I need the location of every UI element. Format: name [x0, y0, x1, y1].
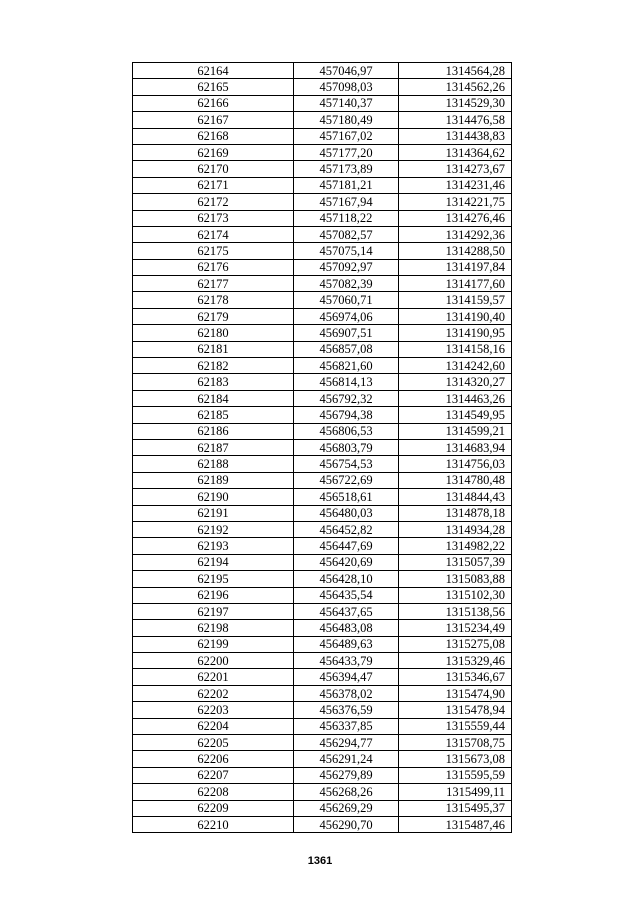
coordinates-table	[132, 62, 512, 833]
y-coordinate-cell: 1314476,58	[399, 112, 512, 128]
point-id-cell: 62166	[133, 95, 294, 111]
point-id-cell: 62201	[133, 669, 294, 685]
table-row	[133, 194, 512, 210]
y-coordinate-cell: 1315487,46	[399, 816, 512, 832]
point-id-cell: 62200	[133, 653, 294, 669]
x-coordinate-cell: 456294,77	[294, 735, 399, 751]
y-coordinate-cell: 1315083,88	[399, 571, 512, 587]
table-row	[133, 587, 512, 603]
x-coordinate-cell: 456428,10	[294, 571, 399, 587]
point-id-cell: 62199	[133, 636, 294, 652]
y-coordinate-cell: 1314529,30	[399, 95, 512, 111]
x-coordinate-cell: 456489,63	[294, 636, 399, 652]
y-coordinate-cell: 1315499,11	[399, 784, 512, 800]
y-coordinate-cell: 1315595,59	[399, 767, 512, 783]
point-id-cell: 62180	[133, 325, 294, 341]
table-row	[133, 784, 512, 800]
point-id-cell: 62186	[133, 423, 294, 439]
point-id-cell: 62192	[133, 521, 294, 537]
x-coordinate-cell: 456814,13	[294, 374, 399, 390]
y-coordinate-cell: 1314564,28	[399, 63, 512, 79]
x-coordinate-cell: 457167,94	[294, 194, 399, 210]
table-row	[133, 112, 512, 128]
table-row	[133, 161, 512, 177]
x-coordinate-cell: 457177,20	[294, 144, 399, 160]
point-id-cell: 62173	[133, 210, 294, 226]
x-coordinate-cell: 456722,69	[294, 472, 399, 488]
x-coordinate-cell: 456268,26	[294, 784, 399, 800]
y-coordinate-cell: 1315559,44	[399, 718, 512, 734]
table-row	[133, 210, 512, 226]
x-coordinate-cell: 457092,97	[294, 259, 399, 275]
table-row	[133, 603, 512, 619]
table-row	[133, 800, 512, 816]
table-row	[133, 653, 512, 669]
point-id-cell: 62182	[133, 358, 294, 374]
table-row	[133, 79, 512, 95]
table-row	[133, 325, 512, 341]
table-row	[133, 276, 512, 292]
table-row	[133, 521, 512, 537]
table-row	[133, 390, 512, 406]
table-row	[133, 538, 512, 554]
table-row	[133, 63, 512, 79]
y-coordinate-cell: 1314320,27	[399, 374, 512, 390]
point-id-cell: 62194	[133, 554, 294, 570]
y-coordinate-cell: 1315474,90	[399, 685, 512, 701]
x-coordinate-cell: 456437,65	[294, 603, 399, 619]
x-coordinate-cell: 457060,71	[294, 292, 399, 308]
y-coordinate-cell: 1314844,43	[399, 489, 512, 505]
point-id-cell: 62208	[133, 784, 294, 800]
y-coordinate-cell: 1314190,95	[399, 325, 512, 341]
point-id-cell: 62176	[133, 259, 294, 275]
point-id-cell: 62170	[133, 161, 294, 177]
x-coordinate-cell: 457082,57	[294, 226, 399, 242]
point-id-cell: 62177	[133, 276, 294, 292]
y-coordinate-cell: 1314197,84	[399, 259, 512, 275]
point-id-cell: 62207	[133, 767, 294, 783]
point-id-cell: 62174	[133, 226, 294, 242]
point-id-cell: 62198	[133, 620, 294, 636]
point-id-cell: 62196	[133, 587, 294, 603]
y-coordinate-cell: 1314878,18	[399, 505, 512, 521]
y-coordinate-cell: 1314221,75	[399, 194, 512, 210]
table-row	[133, 571, 512, 587]
y-coordinate-cell: 1314177,60	[399, 276, 512, 292]
table-row	[133, 472, 512, 488]
y-coordinate-cell: 1314438,83	[399, 128, 512, 144]
table-row	[133, 243, 512, 259]
table-row	[133, 308, 512, 324]
table-row	[133, 735, 512, 751]
table-row	[133, 177, 512, 193]
point-id-cell: 62179	[133, 308, 294, 324]
point-id-cell: 62171	[133, 177, 294, 193]
x-coordinate-cell: 457098,03	[294, 79, 399, 95]
point-id-cell: 62195	[133, 571, 294, 587]
point-id-cell: 62189	[133, 472, 294, 488]
x-coordinate-cell: 456378,02	[294, 685, 399, 701]
point-id-cell: 62193	[133, 538, 294, 554]
point-id-cell: 62188	[133, 456, 294, 472]
x-coordinate-cell: 456279,89	[294, 767, 399, 783]
x-coordinate-cell: 456792,32	[294, 390, 399, 406]
y-coordinate-cell: 1315329,46	[399, 653, 512, 669]
point-id-cell: 62202	[133, 685, 294, 701]
point-id-cell: 62184	[133, 390, 294, 406]
y-coordinate-cell: 1315057,39	[399, 554, 512, 570]
y-coordinate-cell: 1315234,49	[399, 620, 512, 636]
table-row	[133, 407, 512, 423]
x-coordinate-cell: 457180,49	[294, 112, 399, 128]
table-row	[133, 669, 512, 685]
point-id-cell: 62168	[133, 128, 294, 144]
x-coordinate-cell: 456974,06	[294, 308, 399, 324]
x-coordinate-cell: 456269,29	[294, 800, 399, 816]
y-coordinate-cell: 1314364,62	[399, 144, 512, 160]
point-id-cell: 62165	[133, 79, 294, 95]
x-coordinate-cell: 457075,14	[294, 243, 399, 259]
table-row	[133, 358, 512, 374]
y-coordinate-cell: 1314463,26	[399, 390, 512, 406]
x-coordinate-cell: 456518,61	[294, 489, 399, 505]
x-coordinate-cell: 457181,21	[294, 177, 399, 193]
x-coordinate-cell: 456337,85	[294, 718, 399, 734]
y-coordinate-cell: 1315673,08	[399, 751, 512, 767]
x-coordinate-cell: 457082,39	[294, 276, 399, 292]
y-coordinate-cell: 1314159,57	[399, 292, 512, 308]
table-row	[133, 292, 512, 308]
table-row	[133, 816, 512, 832]
table-row	[133, 95, 512, 111]
table-row	[133, 702, 512, 718]
x-coordinate-cell: 456907,51	[294, 325, 399, 341]
table-row	[133, 456, 512, 472]
point-id-cell: 62185	[133, 407, 294, 423]
x-coordinate-cell: 457046,97	[294, 63, 399, 79]
y-coordinate-cell: 1314982,22	[399, 538, 512, 554]
table-row	[133, 751, 512, 767]
x-coordinate-cell: 456420,69	[294, 554, 399, 570]
x-coordinate-cell: 456821,60	[294, 358, 399, 374]
x-coordinate-cell: 456480,03	[294, 505, 399, 521]
y-coordinate-cell: 1314780,48	[399, 472, 512, 488]
point-id-cell: 62191	[133, 505, 294, 521]
y-coordinate-cell: 1314288,50	[399, 243, 512, 259]
point-id-cell: 62175	[133, 243, 294, 259]
x-coordinate-cell: 456435,54	[294, 587, 399, 603]
x-coordinate-cell: 456447,69	[294, 538, 399, 554]
x-coordinate-cell: 456433,79	[294, 653, 399, 669]
y-coordinate-cell: 1315138,56	[399, 603, 512, 619]
point-id-cell: 62164	[133, 63, 294, 79]
table-row	[133, 226, 512, 242]
y-coordinate-cell: 1314231,46	[399, 177, 512, 193]
x-coordinate-cell: 456806,53	[294, 423, 399, 439]
table-row	[133, 718, 512, 734]
y-coordinate-cell: 1314276,46	[399, 210, 512, 226]
y-coordinate-cell: 1315478,94	[399, 702, 512, 718]
table-row	[133, 554, 512, 570]
table-row	[133, 439, 512, 455]
table-row	[133, 620, 512, 636]
x-coordinate-cell: 456291,24	[294, 751, 399, 767]
y-coordinate-cell: 1314273,67	[399, 161, 512, 177]
table-row	[133, 685, 512, 701]
coordinates-table-body	[133, 63, 512, 833]
point-id-cell: 62210	[133, 816, 294, 832]
x-coordinate-cell: 456483,08	[294, 620, 399, 636]
table-row	[133, 374, 512, 390]
x-coordinate-cell: 456803,79	[294, 439, 399, 455]
x-coordinate-cell: 456452,82	[294, 521, 399, 537]
x-coordinate-cell: 457140,37	[294, 95, 399, 111]
point-id-cell: 62204	[133, 718, 294, 734]
y-coordinate-cell: 1315708,75	[399, 735, 512, 751]
page-number: 1361	[307, 855, 333, 867]
y-coordinate-cell: 1314190,40	[399, 308, 512, 324]
y-coordinate-cell: 1314756,03	[399, 456, 512, 472]
point-id-cell: 62187	[133, 439, 294, 455]
x-coordinate-cell: 456857,08	[294, 341, 399, 357]
x-coordinate-cell: 457173,89	[294, 161, 399, 177]
x-coordinate-cell: 457167,02	[294, 128, 399, 144]
y-coordinate-cell: 1314934,28	[399, 521, 512, 537]
table-row	[133, 144, 512, 160]
x-coordinate-cell: 456376,59	[294, 702, 399, 718]
y-coordinate-cell: 1315346,67	[399, 669, 512, 685]
y-coordinate-cell: 1314158,16	[399, 341, 512, 357]
x-coordinate-cell: 456794,38	[294, 407, 399, 423]
point-id-cell: 62205	[133, 735, 294, 751]
x-coordinate-cell: 457118,22	[294, 210, 399, 226]
table-row	[133, 128, 512, 144]
point-id-cell: 62183	[133, 374, 294, 390]
table-row	[133, 423, 512, 439]
y-coordinate-cell: 1314683,94	[399, 439, 512, 455]
y-coordinate-cell: 1315102,30	[399, 587, 512, 603]
point-id-cell: 62181	[133, 341, 294, 357]
point-id-cell: 62178	[133, 292, 294, 308]
table-row	[133, 767, 512, 783]
y-coordinate-cell: 1315495,37	[399, 800, 512, 816]
point-id-cell: 62206	[133, 751, 294, 767]
point-id-cell: 62169	[133, 144, 294, 160]
y-coordinate-cell: 1314562,26	[399, 79, 512, 95]
point-id-cell: 62167	[133, 112, 294, 128]
y-coordinate-cell: 1314292,36	[399, 226, 512, 242]
point-id-cell: 62197	[133, 603, 294, 619]
table-row	[133, 259, 512, 275]
point-id-cell: 62172	[133, 194, 294, 210]
table-row	[133, 505, 512, 521]
table-row	[133, 489, 512, 505]
y-coordinate-cell: 1314242,60	[399, 358, 512, 374]
point-id-cell: 62190	[133, 489, 294, 505]
table-row	[133, 341, 512, 357]
y-coordinate-cell: 1315275,08	[399, 636, 512, 652]
table-row	[133, 636, 512, 652]
x-coordinate-cell: 456290,70	[294, 816, 399, 832]
x-coordinate-cell: 456394,47	[294, 669, 399, 685]
point-id-cell: 62203	[133, 702, 294, 718]
y-coordinate-cell: 1314599,21	[399, 423, 512, 439]
x-coordinate-cell: 456754,53	[294, 456, 399, 472]
y-coordinate-cell: 1314549,95	[399, 407, 512, 423]
point-id-cell: 62209	[133, 800, 294, 816]
